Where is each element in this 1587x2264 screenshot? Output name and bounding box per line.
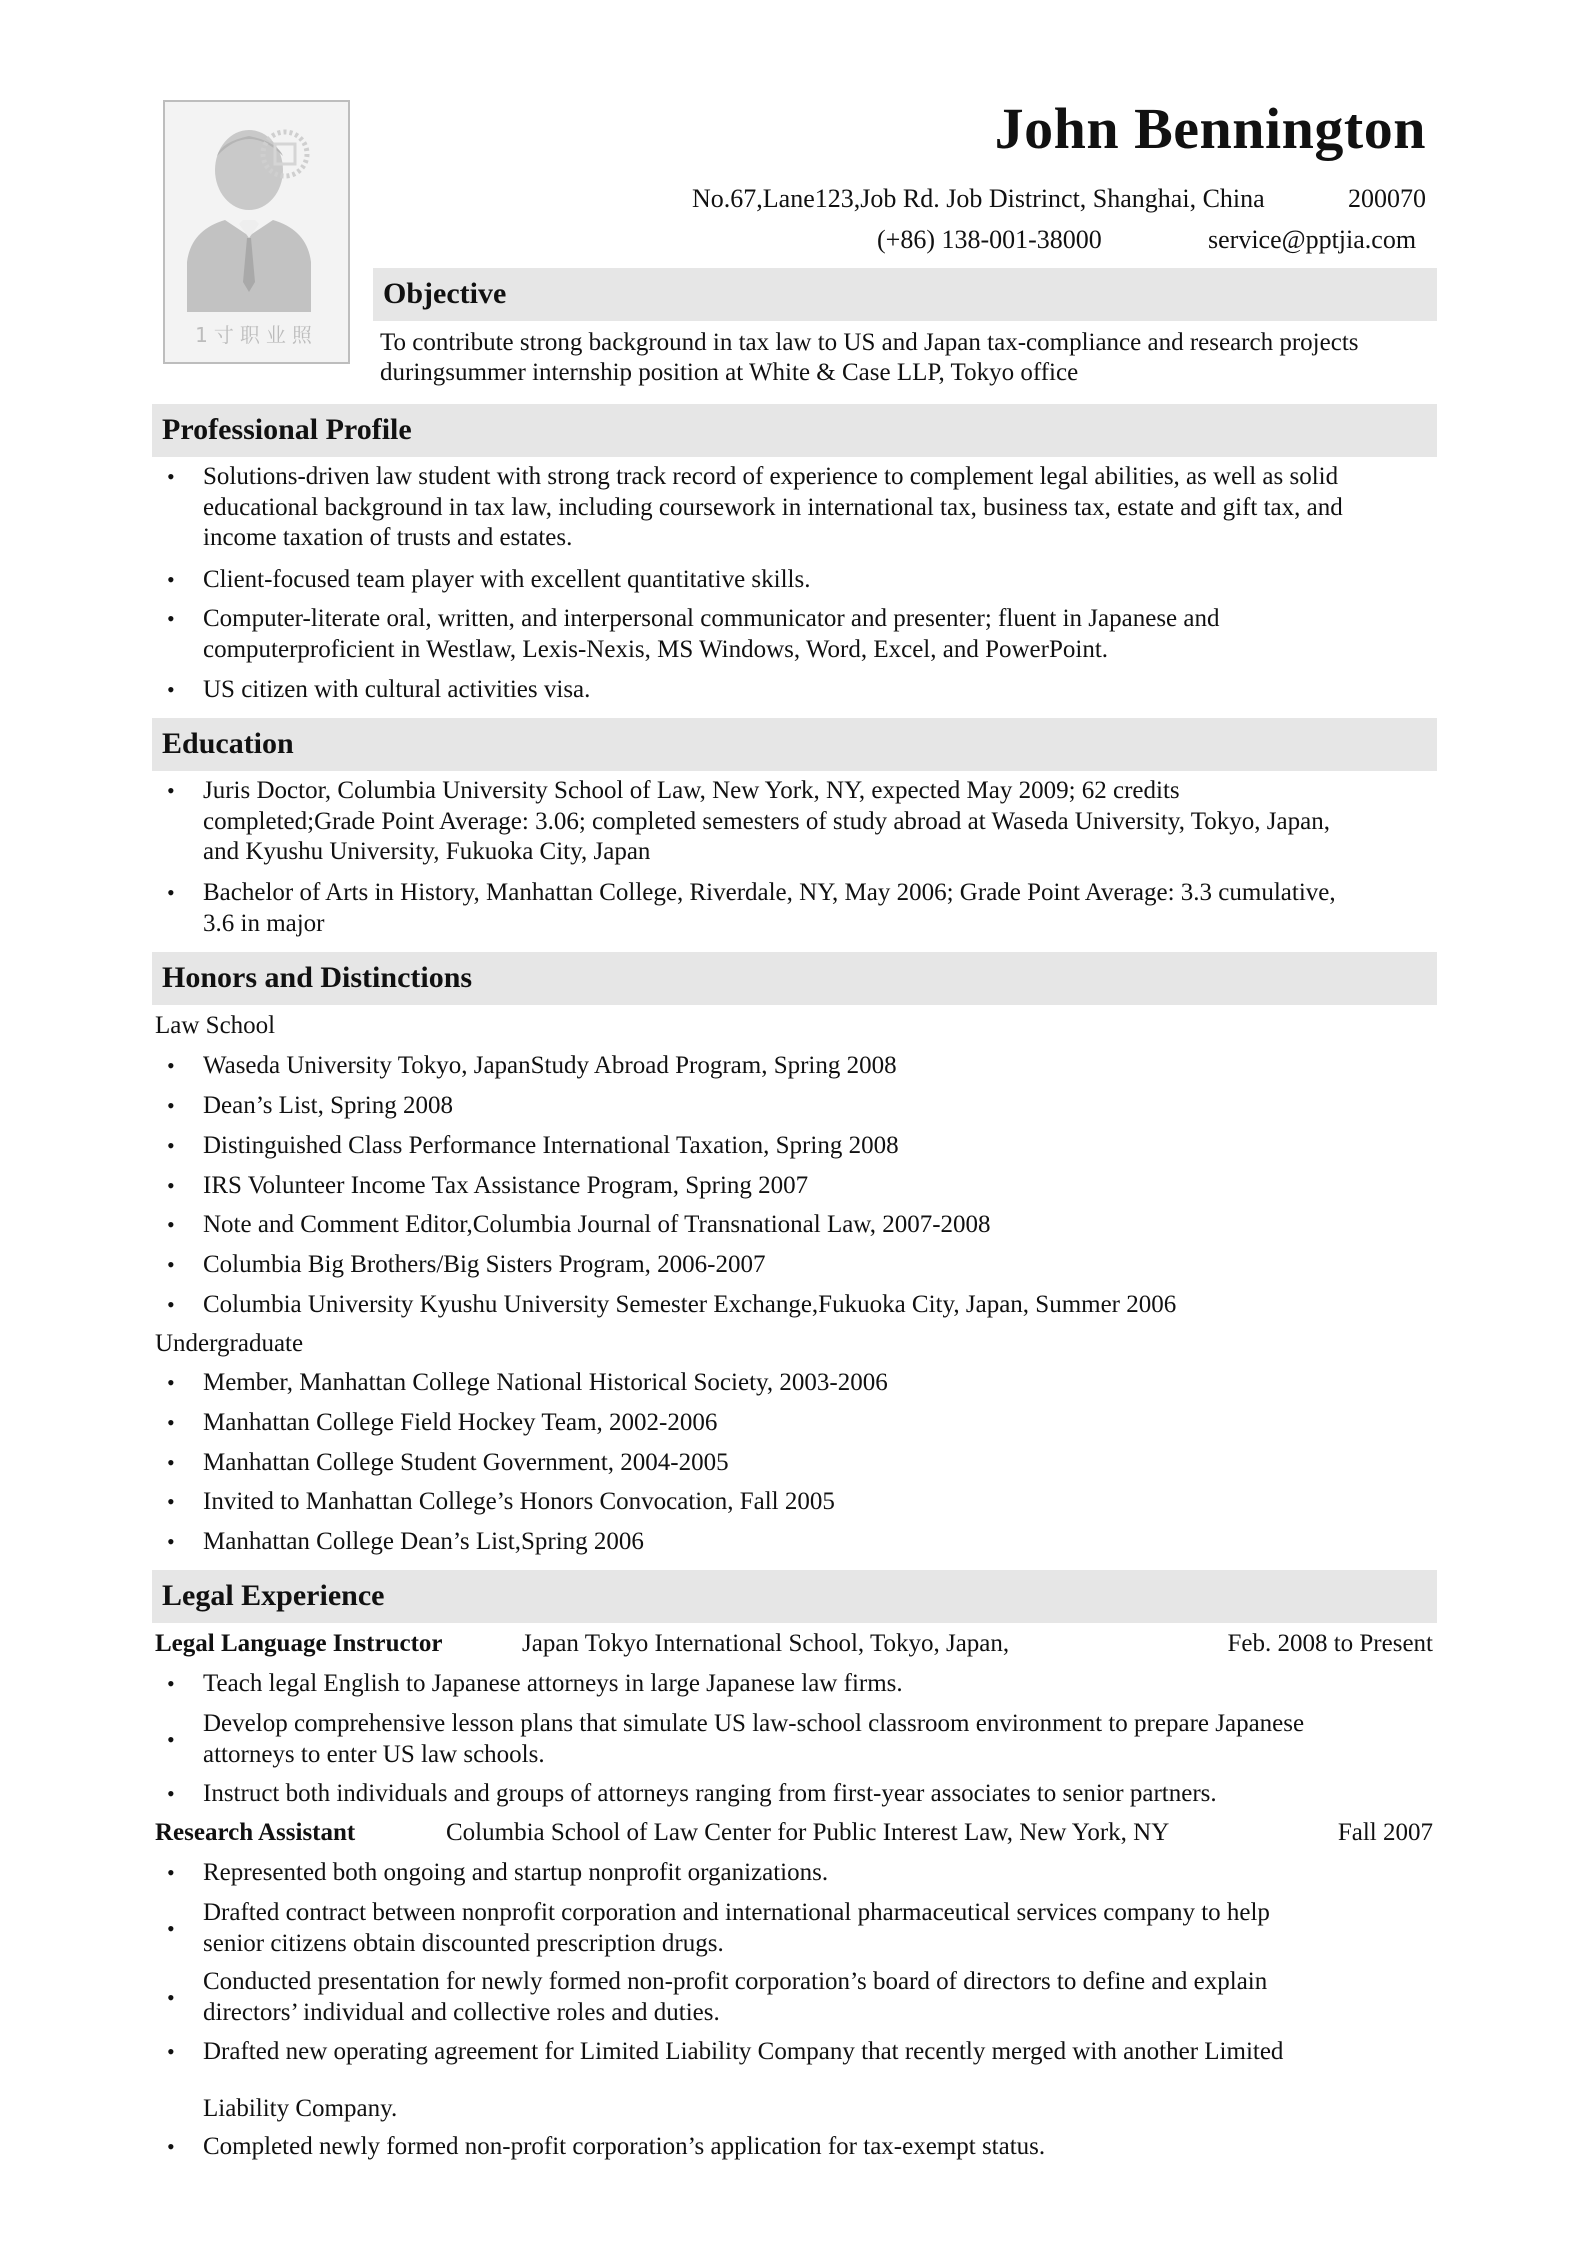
list-item: Computer-literate oral, written, and interpersonal communicator and presenter; fluent in Japanese and computerproficient in Westlaw, Lexis-Nexis, MS Windows, Word, Excel, and PowerPoint. [203, 605, 1220, 663]
bullet: • [167, 1370, 175, 1395]
bullet: • [167, 1410, 175, 1435]
list-item: Solutions-driven law student with strong track record of experience to complement legal abilities, as well as solid educational background in tax law, including coursework in international tax, business tax, estate and gift tax, and income taxation of trusts and estates. [203, 463, 1343, 551]
address: No.67,Lane123,Job Rd. Job Distrinct, Shanghai, China [692, 184, 1265, 213]
list-item: Note and Comment Editor,Columbia Journal of Transnational Law, 2007-2008 [203, 1211, 991, 1238]
bullet: • [167, 1727, 175, 1752]
list-item: Columbia Big Brothers/Big Sisters Program, 2006-2007 [203, 1251, 766, 1278]
bullet: • [167, 464, 175, 489]
section-legal-experience [152, 1570, 1437, 1623]
job-title: Research Assistant [155, 1819, 356, 1846]
bullet: • [167, 1489, 175, 1514]
list-item: Invited to Manhattan College’s Honors Convocation, Fall 2005 [203, 1488, 835, 1515]
bullet: • [167, 1529, 175, 1554]
undergraduate-label: Undergraduate [155, 1330, 304, 1357]
objective-line-2: duringsummer internship position at White & Case LLP, Tokyo office [380, 359, 1079, 386]
list-item: Teach legal English to Japanese attorneys in large Japanese law firms. [203, 1670, 903, 1697]
list-item: Instruct both individuals and groups of attorneys ranging from first-year associates to senior partners. [203, 1780, 1217, 1807]
section-title: Professional Profile [162, 413, 412, 446]
job-organization: Columbia School of Law Center for Public Interest Law, New York, NY [446, 1819, 1170, 1846]
job-date: Feb. 2008 to Present [1227, 1630, 1433, 1657]
bullet: • [167, 2134, 175, 2159]
bullet: • [167, 880, 175, 905]
list-item: Completed newly formed non-profit corporation’s application for tax-exempt status. [203, 2133, 1046, 2160]
bullet: • [167, 1985, 175, 2010]
photo-caption: 1寸职业照 [195, 323, 318, 347]
list-item: IRS Volunteer Income Tax Assistance Program, Spring 2007 [203, 1172, 809, 1199]
bullet: • [167, 1173, 175, 1198]
list-item: Member, Manhattan College National Historical Society, 2003-2006 [203, 1369, 888, 1396]
bullet: • [167, 778, 175, 803]
objective-line-1: To contribute strong background in tax law to US and Japan tax-compliance and research projects [380, 329, 1359, 356]
job-date: Fall 2007 [1337, 1819, 1433, 1846]
photo-placeholder [163, 100, 350, 364]
postcode: 200070 [1348, 184, 1426, 213]
job-organization: Japan Tokyo International School, Tokyo, Japan, [522, 1630, 1010, 1657]
list-item: Drafted contract between nonprofit corporation and international pharmaceutical services company to help senior citizens obtain discounted prescription drugs. [203, 1899, 1270, 1957]
bullet: • [167, 1212, 175, 1237]
list-item: US citizen with cultural activities visa. [203, 676, 591, 703]
bullet: • [167, 1916, 175, 1941]
list-item: Distinguished Class Performance International Taxation, Spring 2008 [203, 1132, 899, 1159]
bullet: • [167, 2039, 175, 2064]
list-item: Drafted new operating agreement for Limited Liability Company that recently merged with another Limited Liability Company. [203, 2038, 1284, 2122]
list-item: Manhattan College Student Government, 2004-2005 [203, 1449, 729, 1476]
section-title: Honors and Distinctions [162, 961, 473, 994]
bullet: • [167, 1252, 175, 1277]
list-item: Waseda University Tokyo, JapanStudy Abroad Program, Spring 2008 [203, 1052, 897, 1079]
section-honors [152, 952, 1437, 1005]
job-title: Legal Language Instructor [155, 1630, 443, 1657]
email[interactable]: service@pptjia.com [1208, 225, 1417, 254]
list-item: Manhattan College Dean’s List,Spring 2006 [203, 1528, 644, 1555]
applicant-name: John Bennington [994, 96, 1426, 161]
section-title: Education [162, 727, 294, 760]
bullet: • [167, 1053, 175, 1078]
section-objective [373, 268, 1437, 321]
bullet: • [167, 1860, 175, 1885]
bullet: • [167, 1093, 175, 1118]
section-education [152, 718, 1437, 771]
section-title: Legal Experience [162, 1579, 385, 1612]
bullet: • [167, 1292, 175, 1317]
list-item: Juris Doctor, Columbia University School of Law, New York, NY, expected May 2009; 62 credits completed;Grade Point Average: 3.06; completed semesters of study abroad at Waseda University, Tokyo, Japan, and Kyushu University, Fukuoka City, Japan [203, 777, 1330, 865]
list-item: Dean’s List, Spring 2008 [203, 1092, 453, 1119]
list-item: Manhattan College Field Hockey Team, 2002-2006 [203, 1409, 718, 1436]
section-title: Objective [383, 277, 507, 310]
bullet: • [167, 567, 175, 592]
bullet: • [167, 677, 175, 702]
list-item: Conducted presentation for newly formed non-profit corporation’s board of directors to define and explain directors’ individual and collective roles and duties. [203, 1968, 1268, 2026]
bullet: • [167, 1781, 175, 1806]
list-item: Bachelor of Arts in History, Manhattan College, Riverdale, NY, May 2006; Grade Point Average: 3.3 cumulative, 3.6 in major [203, 879, 1336, 937]
bullet: • [167, 1450, 175, 1475]
list-item: Columbia University Kyushu University Semester Exchange,Fukuoka City, Japan, Summer 2006 [203, 1291, 1177, 1318]
bullet: • [167, 606, 175, 631]
bullet: • [167, 1133, 175, 1158]
list-item: Client-focused team player with excellent quantitative skills. [203, 566, 811, 593]
section-professional-profile [152, 404, 1437, 457]
law-school-label: Law School [155, 1012, 276, 1039]
list-item: Represented both ongoing and startup nonprofit organizations. [203, 1859, 829, 1886]
person-silhouette-icon [177, 112, 337, 312]
list-item: Develop comprehensive lesson plans that simulate US law-school classroom environment to prepare Japanese attorneys to enter US law schools. [203, 1710, 1305, 1768]
phone: (+86) 138-001-38000 [877, 225, 1102, 254]
bullet: • [167, 1671, 175, 1696]
